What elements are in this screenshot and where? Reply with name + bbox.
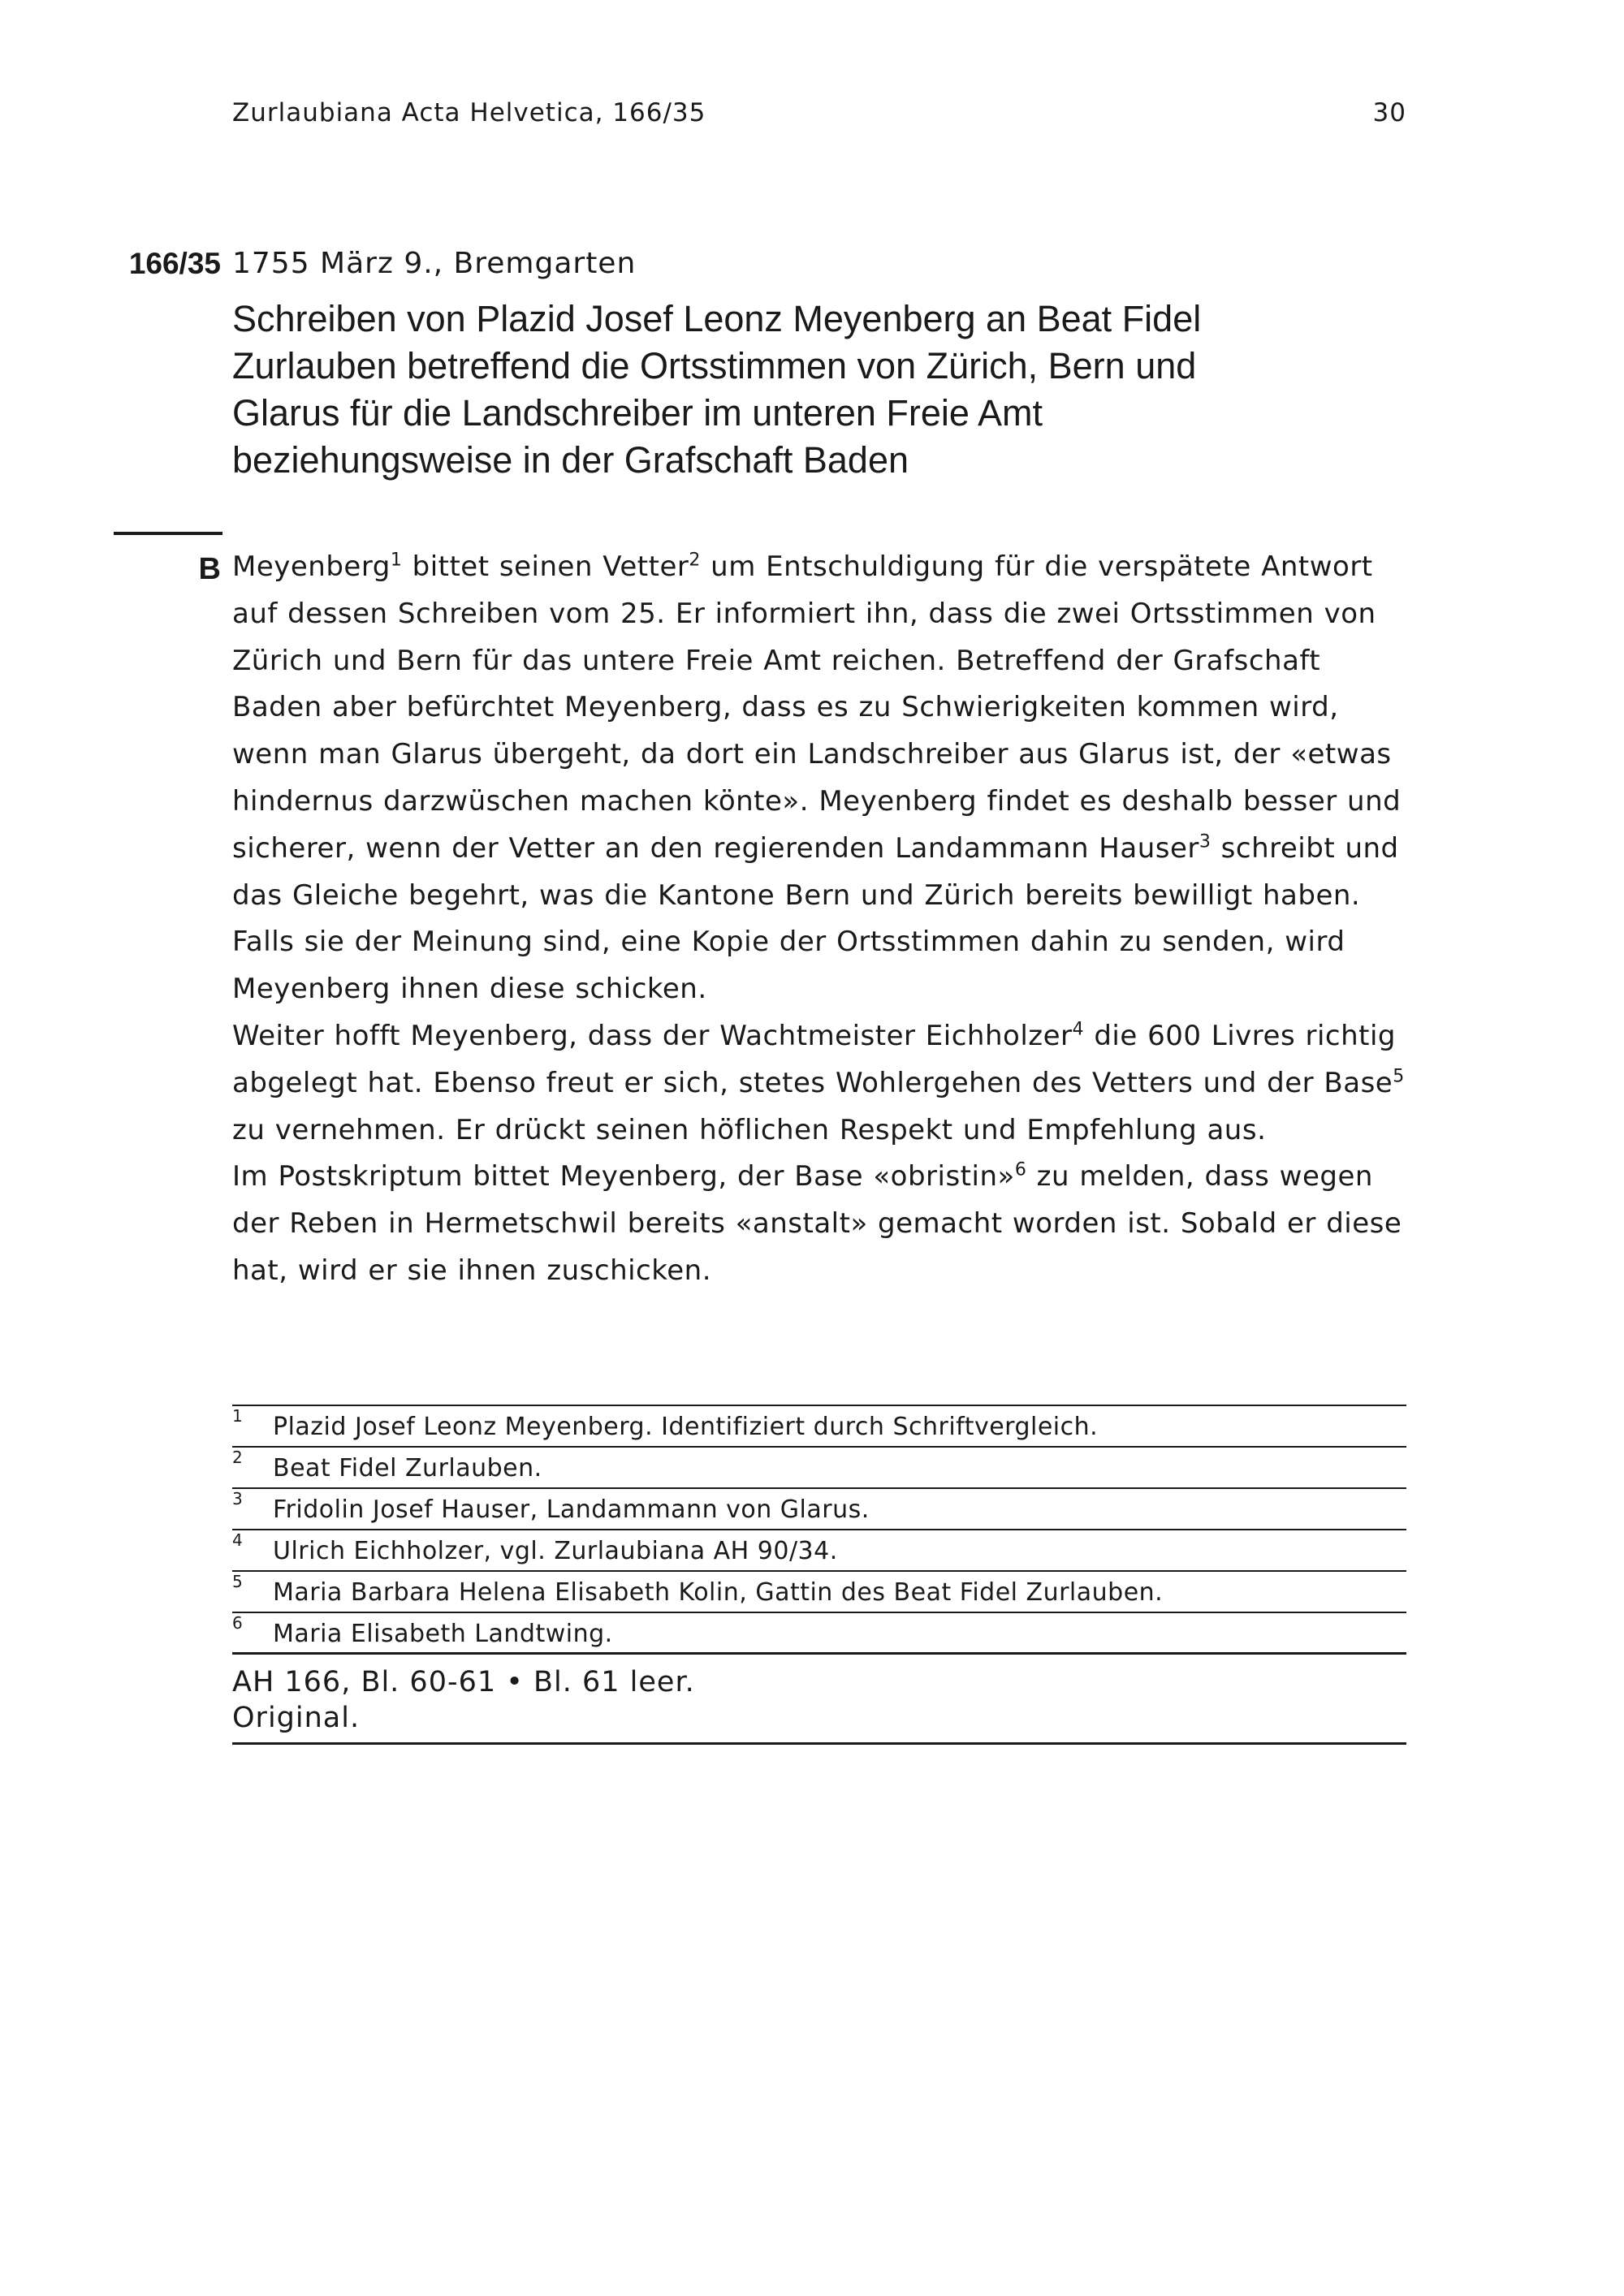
footnote-text: Beat Fidel Zurlauben.	[273, 1454, 542, 1482]
section-rule	[114, 532, 222, 535]
page-number: 30	[1372, 98, 1406, 127]
footnote-row	[232, 1489, 1406, 1530]
footnote-ref-1[interactable]: 1	[390, 550, 403, 571]
footnote-number: 1	[232, 1406, 244, 1426]
archive-source: AH 166, Bl. 60-61 • Bl. 61 leer.	[232, 1666, 695, 1698]
footnote-number: 5	[232, 1572, 244, 1591]
footnote-number: 3	[232, 1489, 244, 1508]
footnote-ref-4[interactable]: 4	[1072, 1019, 1085, 1040]
body-paragraph-3	[232, 1154, 1418, 1294]
footnote-number: 4	[232, 1530, 244, 1550]
body-paragraph-2	[232, 1013, 1418, 1154]
body-paragraph-1	[232, 544, 1418, 1013]
footnote-text: Maria Barbara Helena Elisabeth Kolin, Gattin des Beat Fidel Zurlauben.	[273, 1578, 1164, 1607]
footnote-row	[232, 1448, 1406, 1489]
footnote-row	[232, 1572, 1406, 1613]
footnotes	[232, 1405, 1406, 1655]
footnote-text: Fridolin Josef Hauser, Landammann von Glarus.	[273, 1495, 870, 1524]
document-title: Schreiben von Plazid Josef Leonz Meyenberg an Beat Fidel Zurlauben betreffend die Ortsstimmen von Zürich, Bern und Glarus für die Landschreiber im unteren Freie Amt beziehungsweise in der Grafschaft Baden	[232, 298, 1202, 481]
archive-type: Original.	[232, 1702, 361, 1734]
text-run: zu melden, dass wegen der Reben in Hermetschwil bereits «anstalt» gemacht worden ist. Sobald er diese hat, wird er sie ihnen zuschicken.	[232, 1160, 1402, 1287]
footnote-text: Maria Elisabeth Landtwing.	[273, 1620, 613, 1648]
regest-body	[232, 544, 1418, 1295]
text-run: die 600 Livres richtig abgelegt hat. Ebenso freut er sich, stetes Wohlergehen des Vetters und der Base	[232, 1019, 1396, 1099]
footnote-ref-5[interactable]: 5	[1393, 1066, 1405, 1087]
footnote-ref-2[interactable]: 2	[689, 550, 701, 571]
footnote-row	[232, 1530, 1406, 1572]
archive-info	[232, 1652, 1406, 1745]
text-run: um Entschuldigung für die verspätete Antwort auf dessen Schreiben vom 25. Er informiert ihn, dass die zwei Ortsstimmen von Zürich und Bern für das untere Freie Amt reichen. Betreffend der Grafschaft Baden aber befürchtet Meyenberg, dass es zu Schwierigkeiten kommen wird, wenn man Glarus übergeht, da dort ein Landschreiber aus Glarus ist, der «etwas hindernus darzwüschen machen könte». Meyenberg findet es deshalb besser und sicherer, wenn der Vetter an den regierenden Landammann Hauser	[232, 550, 1402, 865]
section-label: B	[198, 552, 221, 586]
text-run: Im Postskriptum bittet Meyenberg, der Base «obristin»	[232, 1160, 1015, 1193]
footnote-ref-3[interactable]: 3	[1199, 831, 1212, 852]
text-run: Meyenberg	[232, 550, 391, 583]
date-place: 1755 März 9., Bremgarten	[232, 247, 637, 280]
footnote-number: 6	[232, 1613, 244, 1633]
text-run: zu vernehmen. Er drückt seinen höflichen Respekt und Empfehlung aus.	[232, 1113, 1267, 1146]
footnote-row	[232, 1613, 1406, 1655]
running-title: Zurlaubiana Acta Helvetica, 166/35	[232, 98, 706, 127]
footnote-text: Plazid Josef Leonz Meyenberg. Identifiziert durch Schriftvergleich.	[273, 1413, 1099, 1441]
footnote-text: Ulrich Eichholzer, vgl. Zurlaubiana AH 90/34.	[273, 1537, 838, 1565]
text-run: schreibt und das Gleiche begehrt, was die Kantone Bern und Zürich bereits bewilligt haben. Falls sie der Meinung sind, eine Kopie der Ortsstimmen dahin zu senden, wird Meyenberg ihnen diese schicken.	[232, 831, 1399, 1006]
footnote-row	[232, 1406, 1406, 1448]
document-number: 166/35	[128, 247, 221, 280]
running-header	[232, 93, 1406, 133]
text-run: bittet seinen Vetter	[402, 550, 689, 583]
footnote-number: 2	[232, 1448, 244, 1467]
footnote-ref-6[interactable]: 6	[1014, 1160, 1027, 1181]
text-run: Weiter hofft Meyenberg, dass der Wachtmeister Eichholzer	[232, 1019, 1073, 1052]
